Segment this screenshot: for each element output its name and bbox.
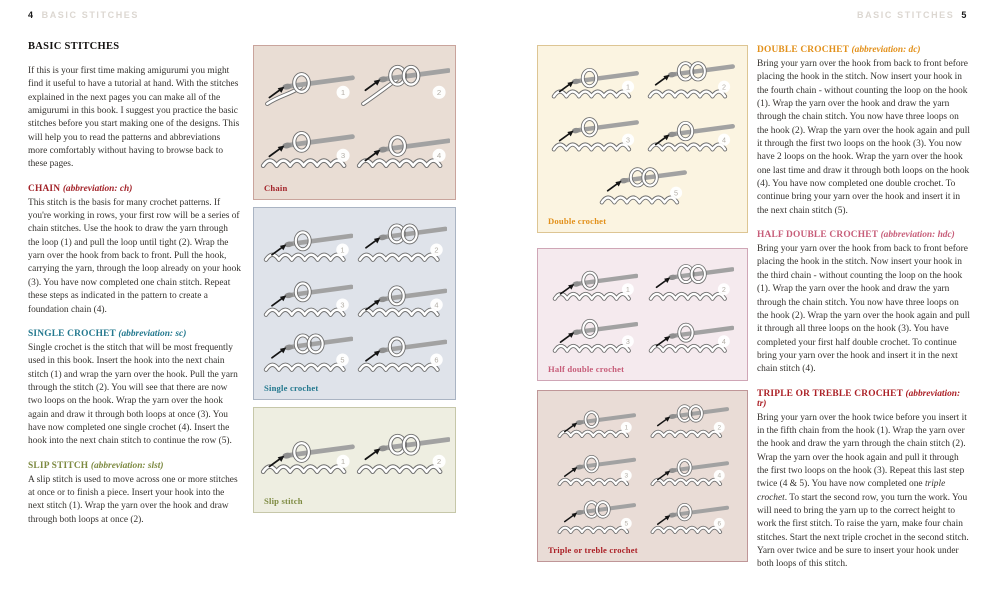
section-body-single-crochet: Single crochet is the stitch that will be most frequently used in this book. Insert the hook into the next chain stitch (1) and wrap the yarn over the hook. Pull the yarn through the stitch (2). You will see that there are now two loops on the hook. Wrap the yarn over the hook again and draw it through both loops at once (3). You have now completed one single crochet (4). Insert the hook into the next chain stitch to continue the row (5). bbox=[28, 342, 238, 447]
svg-text:1: 1 bbox=[626, 81, 631, 91]
left-page-running-header bbox=[28, 10, 139, 20]
svg-text:3: 3 bbox=[340, 300, 345, 310]
stitch-step-diagram bbox=[646, 106, 735, 156]
section-heading-chain bbox=[28, 184, 241, 194]
section-abbreviation: (abbreviation: sc) bbox=[118, 328, 187, 339]
svg-text:2: 2 bbox=[434, 245, 439, 255]
svg-text:4: 4 bbox=[722, 135, 727, 145]
section-abbreviation: (abbreviation: slst) bbox=[90, 460, 164, 471]
stitch-step-diagram bbox=[551, 308, 638, 357]
section-title: SINGLE CROCHET bbox=[28, 328, 116, 339]
stitch-step-diagram bbox=[262, 270, 353, 322]
figure-slip-stitch-diagrams bbox=[259, 413, 450, 491]
figure-slip-stitch bbox=[253, 407, 456, 513]
svg-text:3: 3 bbox=[625, 337, 630, 346]
figure-half-double-crochet-caption: Half double crochet bbox=[548, 364, 625, 374]
svg-text:1: 1 bbox=[624, 425, 629, 433]
stitch-step-diagram bbox=[649, 445, 729, 490]
figure-double-crochet bbox=[537, 45, 748, 233]
figure-single-crochet-caption: Single crochet bbox=[264, 383, 319, 393]
right-running-title: BASIC STITCHES bbox=[856, 10, 955, 20]
section-body-treble-crochet: Bring your yarn over the hook twice before you insert it in the fifth chain from the hook (1). Wrap the yarn over the hook and draw the yarn through the chain stitch (2). Wrap the yarn over the hook again and pull it through the first two loops on the hook (3). Repeat this last step twice (4 & 5). You have now completed one triple crochet. To start the second row, you turn the work. You will need to bring the yarn up to the correct height to work the first stitch. To raise the yarn, make four chain stitches. Start the next triple crochet in the second stitch. Yarn over twice and be sure to insert your hook under both loops of this stitch. bbox=[757, 412, 969, 570]
figure-treble-crochet bbox=[537, 390, 748, 562]
svg-text:1: 1 bbox=[340, 87, 346, 97]
figure-step-row bbox=[543, 254, 742, 307]
stitch-step-diagram bbox=[550, 106, 639, 156]
stitch-step-diagram bbox=[649, 493, 729, 538]
left-text-column bbox=[28, 41, 241, 527]
svg-text:6: 6 bbox=[434, 355, 439, 365]
right-page-number: 5 bbox=[961, 10, 968, 20]
svg-text:2: 2 bbox=[721, 285, 726, 294]
figure-double-crochet-diagrams bbox=[543, 51, 742, 211]
section-body-double-crochet: Bring your yarn over the hook from back to front before placing the hook in the stitch. Now insert your hook in the fourth chain - without counting the loop on the hook (1). Wrap the yarn over the hook and draw the yarn through the chain stitch. You now have three loops on the hook (2). Wrap the yarn over the hook again and pull it through the first two loops on the hook (3). You now have 2 loops on the hook. Wrap the yarn over the hook one last time and draw it through both loops on the hook (4). You have now completed one double crochet. To continue bring your yarn over the hook and insert it in the next chain stitch (5). bbox=[757, 59, 970, 216]
figure-chain-diagrams bbox=[259, 51, 450, 178]
stitch-step-diagram bbox=[649, 397, 729, 442]
section-heading-half-double-crochet bbox=[757, 230, 970, 240]
figure-step-row bbox=[543, 51, 742, 104]
stitch-step-diagram bbox=[262, 215, 353, 267]
section-heading-treble-crochet bbox=[757, 389, 970, 409]
stitch-step-diagram bbox=[556, 445, 636, 490]
section-heading-double-crochet bbox=[757, 45, 970, 55]
figure-step-row bbox=[259, 115, 450, 179]
svg-text:4: 4 bbox=[434, 300, 439, 310]
figure-step-row bbox=[543, 158, 742, 211]
stitch-step-diagram bbox=[556, 397, 636, 442]
svg-text:3: 3 bbox=[624, 473, 629, 481]
svg-text:5: 5 bbox=[624, 521, 629, 529]
stitch-step-diagram bbox=[355, 117, 451, 175]
svg-text:6: 6 bbox=[717, 521, 722, 529]
figure-step-row bbox=[543, 396, 742, 444]
stitch-step-diagram bbox=[647, 256, 734, 305]
section-abbreviation: (abbreviation: dc) bbox=[851, 45, 921, 55]
stitch-step-diagram bbox=[262, 325, 353, 377]
svg-text:2: 2 bbox=[436, 457, 441, 467]
stitch-step-diagram bbox=[356, 215, 447, 267]
figure-slip-stitch-caption: Slip stitch bbox=[264, 496, 303, 506]
section-title: SLIP STITCH bbox=[28, 460, 89, 471]
stitch-step-diagram bbox=[647, 308, 734, 357]
page-title: BASIC STITCHES bbox=[28, 41, 120, 52]
section-title: CHAIN bbox=[28, 183, 61, 194]
section-abbreviation: (abbreviation: hdc) bbox=[880, 230, 955, 241]
svg-text:5: 5 bbox=[340, 355, 345, 365]
figure-treble-crochet-caption: Triple or treble crochet bbox=[548, 545, 638, 555]
section-body-half-double-crochet: Bring your yarn over the hook from back to front before placing the hook in the stitch. Now insert your hook in the third chain - without counting the loop on the hook (1). Wrap the yarn over the hook and draw the yarn through the chain stitch. You now have three loops on the hook (2). Wrap the yarn over the hook again and pull it through all three loops on the hook (3). You have completed your first half double crochet. To continue bring your yarn over the hook and insert it in the next chain stitch (4). bbox=[757, 244, 970, 375]
stitch-step-diagram bbox=[259, 423, 355, 481]
left-page-number: 4 bbox=[28, 10, 35, 20]
figure-single-crochet bbox=[253, 207, 456, 400]
stitch-step-diagram bbox=[598, 159, 687, 209]
svg-text:4: 4 bbox=[717, 473, 722, 481]
stitch-step-diagram bbox=[556, 493, 636, 538]
figure-single-crochet-diagrams bbox=[259, 213, 450, 378]
stitch-step-diagram bbox=[355, 423, 451, 481]
figure-half-double-crochet bbox=[537, 248, 748, 381]
stitch-step-diagram bbox=[356, 325, 447, 377]
figure-chain-caption: Chain bbox=[264, 183, 288, 193]
svg-text:2: 2 bbox=[717, 425, 722, 433]
svg-text:3: 3 bbox=[626, 135, 631, 145]
section-heading-single-crochet bbox=[28, 329, 241, 339]
figure-step-row bbox=[543, 104, 742, 157]
svg-text:2: 2 bbox=[722, 81, 727, 91]
figure-double-crochet-caption: Double crochet bbox=[548, 216, 607, 226]
figure-step-row bbox=[259, 213, 450, 268]
section-abbreviation: (abbreviation: tr) bbox=[757, 388, 961, 409]
left-running-title: BASIC STITCHES bbox=[41, 10, 140, 20]
section-body-slip-stitch: A slip stitch is used to move across one or more stitches at once or to finish a piece. Insert your hook into the next stitch (1). Wrap the yarn over the hook and draw through both loops at once (2). bbox=[28, 474, 238, 525]
svg-text:1: 1 bbox=[625, 285, 630, 294]
stitch-step-diagram bbox=[259, 117, 355, 175]
figure-step-row bbox=[543, 444, 742, 492]
figure-step-row bbox=[259, 268, 450, 323]
svg-text:2: 2 bbox=[436, 87, 441, 97]
stitch-step-diagram bbox=[551, 256, 638, 305]
figure-step-row bbox=[543, 492, 742, 540]
figure-chain bbox=[253, 45, 456, 200]
section-title: HALF DOUBLE CROCHET bbox=[757, 230, 879, 241]
figure-step-row bbox=[259, 51, 450, 115]
figure-step-row bbox=[543, 307, 742, 360]
figure-half-double-crochet-diagrams bbox=[543, 254, 742, 359]
stitch-step-diagram bbox=[550, 53, 639, 103]
stitch-step-diagram bbox=[259, 54, 355, 112]
section-abbreviation: (abbreviation: ch) bbox=[62, 183, 133, 194]
svg-text:3: 3 bbox=[340, 151, 346, 161]
svg-text:5: 5 bbox=[674, 188, 679, 198]
section-title: TRIPLE OR TREBLE CROCHET bbox=[757, 388, 903, 399]
stitch-step-diagram bbox=[356, 270, 447, 322]
stitch-step-diagram bbox=[646, 53, 735, 103]
section-heading-slip-stitch bbox=[28, 461, 241, 471]
svg-text:4: 4 bbox=[721, 337, 726, 346]
figure-step-row bbox=[259, 413, 450, 491]
svg-text:4: 4 bbox=[436, 151, 441, 161]
section-body-chain: This stitch is the basis for many crochet patterns. If you're working in rows, your first row will be a series of chain stitches. Use the hook to draw the yarn through the loop (1) and pull the loop until tight (2). Wrap the yarn over the hook from back to front. Pull the hook, carrying the yarn, through the loop already on your hook (3). You have now completed one chain stitch. Repeat these steps as indicated in the pattern to create a foundation chain (4). bbox=[28, 197, 241, 315]
stitch-step-diagram bbox=[355, 54, 451, 112]
svg-text:1: 1 bbox=[340, 457, 346, 467]
right-page-running-header bbox=[857, 10, 968, 20]
intro-paragraph: If this is your first time making amigurumi you might find it useful to have a tutorial at hand. With the stitches explained in the next pages you can make all of the amigurumi in this book. I suggest you practice the basic stitches before you start making one of the designs. This will help you to read the patterns and abbreviations more comfortably without having to browse back to these pages. bbox=[28, 66, 240, 170]
right-text-column bbox=[757, 41, 970, 572]
figure-treble-crochet-diagrams bbox=[543, 396, 742, 540]
figure-step-row bbox=[259, 323, 450, 378]
svg-text:1: 1 bbox=[340, 245, 345, 255]
section-title: DOUBLE CROCHET bbox=[757, 45, 849, 55]
